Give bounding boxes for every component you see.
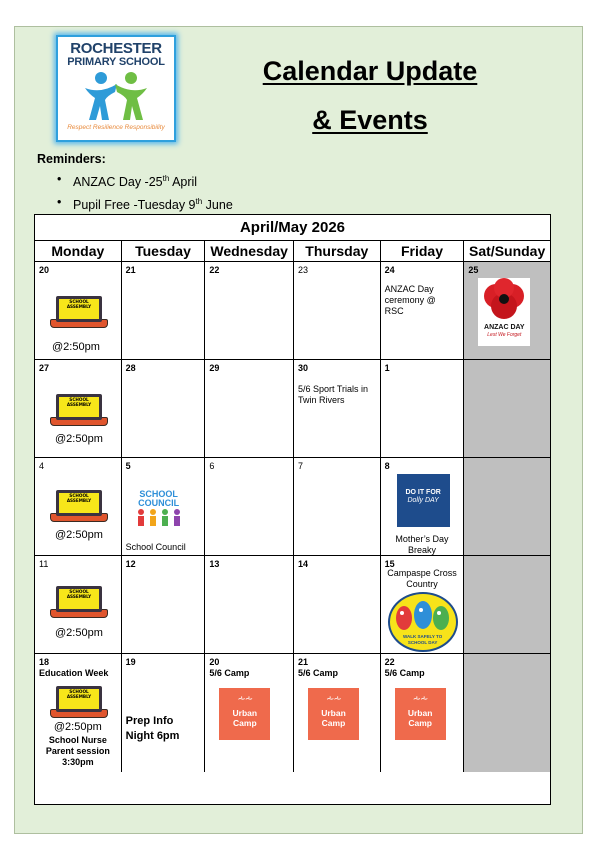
day-cell — [122, 262, 206, 359]
page-title-line1: Calendar Update — [262, 56, 478, 86]
building-icon: ⩪⩪ — [326, 694, 341, 705]
date-number: 29 — [209, 363, 220, 373]
walk-safely-label-2: SCHOOL DAY — [407, 639, 438, 645]
day-cell — [35, 556, 122, 653]
date-number: 22 — [384, 657, 395, 667]
school-council-image — [134, 490, 184, 534]
school-assembly-icon: SCHOOL ASSEMBLY — [50, 488, 108, 522]
anzac-day-image — [478, 278, 530, 346]
day-cell — [35, 360, 122, 457]
day-cell-weekend — [464, 458, 550, 555]
date-number: 12 — [125, 559, 136, 569]
anzac-day-motto: Lest We Forget — [487, 332, 522, 338]
day-cell-weekend — [464, 360, 550, 457]
reminder-item: • ANZAC Day -25th April — [57, 169, 233, 192]
urban-camp-label-1: Urban — [321, 708, 346, 718]
date-number: 24 — [384, 265, 395, 275]
event-label: 5/6 Camp — [384, 668, 425, 678]
day-header-friday: Friday — [381, 241, 465, 261]
event-text: @2:50pm — [53, 721, 102, 733]
urban-camp-label-2: Camp — [233, 718, 257, 728]
day-cell — [35, 458, 122, 555]
urban-camp-label-2: Camp — [408, 718, 432, 728]
date-number: 21 — [297, 657, 308, 667]
day-cell — [205, 458, 294, 555]
people-icon — [135, 508, 183, 528]
day-cell — [381, 654, 465, 772]
date-number: 13 — [209, 559, 220, 569]
calendar-title: April/May 2026 — [35, 215, 550, 241]
date-number: 27 — [39, 363, 50, 373]
date-number: 5 — [125, 461, 131, 471]
school-council-label-2: COUNCIL — [138, 498, 180, 508]
date-number: 19 — [125, 657, 136, 667]
day-cell — [122, 360, 206, 457]
day-cell — [205, 262, 294, 359]
event-text: Prep Info Night 6pm — [125, 715, 180, 742]
event-text: ANZAC Day ceremony @ RSC — [384, 284, 436, 316]
date-number: 15 — [384, 559, 395, 569]
school-logo — [56, 35, 176, 142]
children-figures-icon — [81, 70, 151, 122]
building-icon: ⩪⩪ — [412, 694, 428, 705]
day-header-thursday: Thursday — [294, 241, 381, 261]
date-number: 25 — [468, 265, 479, 275]
day-cell — [294, 458, 381, 555]
date-number: 23 — [297, 265, 308, 275]
walk-safely-image — [388, 592, 458, 652]
reminder-item: • Pupil Free -Tuesday 9th June — [57, 192, 233, 215]
day-header-tuesday: Tuesday — [122, 241, 206, 261]
day-cell-weekend — [464, 262, 550, 359]
calendar-table — [34, 214, 551, 805]
calendar-week — [35, 360, 550, 458]
calendar-week — [35, 458, 550, 556]
date-number: 20 — [209, 657, 220, 667]
date-number: 1 — [384, 363, 390, 373]
date-number: 4 — [39, 461, 45, 471]
event-text: School Nurse Parent session 3:30pm — [45, 735, 110, 767]
reminders-section — [37, 152, 233, 215]
event-text: @2:50pm — [55, 529, 103, 541]
school-assembly-icon: SCHOOL ASSEMBLY — [50, 684, 108, 718]
date-number: 8 — [384, 461, 390, 471]
calendar-week — [35, 556, 550, 654]
reminders-list — [57, 169, 233, 215]
walk-safely-label-1: WALK SAFELY TO — [403, 634, 443, 639]
day-cell — [205, 654, 294, 772]
school-council-label-1: SCHOOL — [139, 489, 178, 499]
event-text: @2:50pm — [55, 433, 103, 445]
school-assembly-icon: SCHOOL ASSEMBLY — [50, 392, 108, 426]
reminders-heading: Reminders: — [37, 152, 106, 166]
day-cell — [205, 556, 294, 653]
event-label: Education Week — [39, 668, 109, 678]
event-text: @2:50pm — [52, 341, 100, 353]
day-cell — [294, 654, 381, 772]
event-text: Campaspe Cross Country — [387, 568, 457, 589]
school-assembly-icon: SCHOOL ASSEMBLY — [50, 294, 108, 328]
day-cell — [122, 556, 206, 653]
page-title-line2: & Events — [312, 105, 428, 135]
dolly-day-label-1: DO IT FOR — [405, 489, 441, 496]
date-number: 30 — [297, 363, 308, 373]
dolly-day-label-2: Dolly DAY — [407, 497, 439, 504]
dolly-day-image — [397, 474, 450, 527]
day-cell — [205, 360, 294, 457]
walking-characters-icon — [390, 600, 456, 632]
logo-motto: Respect Resilience Responsibility — [67, 124, 165, 131]
calendar-week — [35, 262, 550, 360]
urban-camp-image — [308, 688, 359, 740]
event-text: School Council — [125, 542, 186, 552]
urban-camp-image — [395, 688, 446, 740]
event-text: Mother’s Day Breaky — [395, 534, 449, 555]
date-number: 6 — [209, 461, 215, 471]
urban-camp-label-2: Camp — [321, 718, 346, 728]
day-cell-weekend — [464, 654, 550, 772]
building-icon: ⩪⩪ — [237, 694, 253, 705]
anzac-day-label: ANZAC DAY — [484, 324, 525, 331]
day-header-row — [35, 241, 550, 262]
date-number: 21 — [125, 265, 136, 275]
day-cell — [381, 360, 465, 457]
day-header-monday: Monday — [35, 241, 122, 261]
day-cell — [122, 458, 206, 555]
school-assembly-icon: SCHOOL ASSEMBLY — [50, 584, 108, 618]
day-cell — [381, 262, 465, 359]
day-cell — [35, 262, 122, 359]
date-number: 11 — [39, 559, 49, 569]
logo-school-type: PRIMARY SCHOOL — [67, 56, 165, 68]
date-number: 14 — [297, 559, 308, 569]
day-cell — [35, 654, 122, 772]
date-number: 22 — [209, 265, 220, 275]
event-text: @2:50pm — [55, 627, 103, 639]
poppy-icon — [478, 278, 530, 322]
urban-camp-label-1: Urban — [407, 708, 433, 718]
logo-school-name: ROCHESTER — [70, 40, 162, 57]
date-number: 28 — [125, 363, 136, 373]
day-cell — [381, 458, 465, 555]
urban-camp-label-1: Urban — [232, 708, 258, 718]
date-number: 18 — [39, 657, 50, 667]
urban-camp-image — [219, 688, 270, 740]
day-cell-weekend — [464, 556, 550, 653]
day-cell — [122, 654, 206, 772]
calendar-week — [35, 654, 550, 772]
date-number: 20 — [39, 265, 50, 275]
day-header-weekend: Sat/Sunday — [469, 243, 546, 259]
event-text: 5/6 Sport Trials in Twin Rivers — [297, 384, 369, 405]
day-cell — [294, 262, 381, 359]
event-label: 5/6 Camp — [209, 668, 250, 678]
day-cell — [294, 360, 381, 457]
day-cell — [381, 556, 465, 653]
event-label: 5/6 Camp — [297, 668, 339, 678]
day-header-wednesday: Wednesday — [205, 241, 294, 261]
date-number: 7 — [297, 461, 303, 471]
day-cell — [294, 556, 381, 653]
